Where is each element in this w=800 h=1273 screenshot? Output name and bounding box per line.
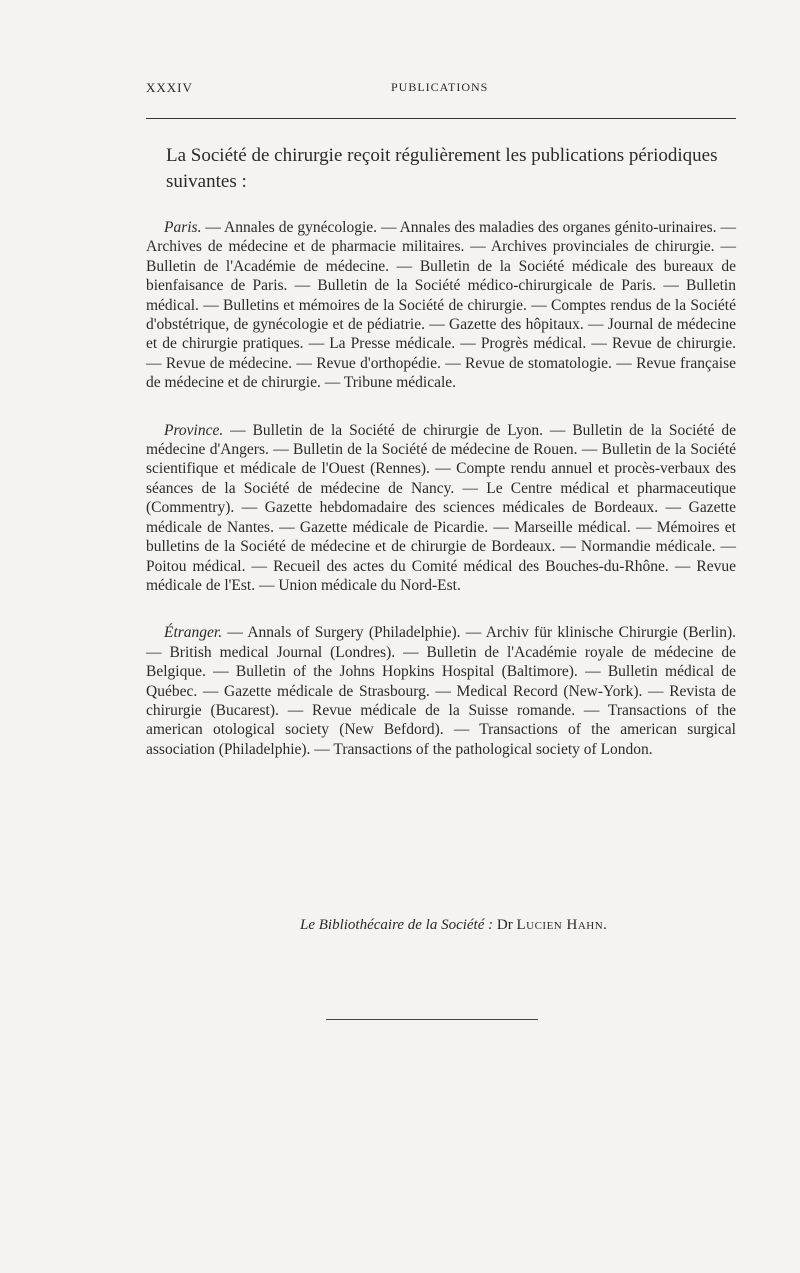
province-publications: — Bulletin de la Société de chirurgie de Lyon. — Bulletin de la Société de médecine d'Angers. — Bulletin de la Société de médecine de Rouen. — Bulletin de la Société scientifique et médicale de l'Ouest (Rennes). — Compte rendu annuel et procès-verbaux des séances de la Société de médecine de Nancy. — Le Centre médical et pharmaceutique (Commentry). — Gazette hebdomadaire des sciences médicales de Bordeaux. — Gazette médicale de Nantes. — Gazette médicale de Picardie. — Marseille médical. — Mémoires et bulletins de la Société de médecine et de chirurgie de Bordeaux. — Normandie médicale. — Poitou médical. — Recueil des actes du Comité médical des Bouches-du-Rhône. — Revue médicale de l'Est. — Union médicale du Nord-Est. xyxy=(146,421,736,594)
header-rule xyxy=(146,118,736,119)
signature xyxy=(300,917,720,934)
signature-name: Lucien Hahn. xyxy=(516,917,608,933)
end-rule xyxy=(326,1019,538,1020)
etranger-entry xyxy=(146,623,736,759)
province-entry xyxy=(146,421,736,596)
publication-list xyxy=(146,218,736,787)
etranger-heading: Étranger. xyxy=(164,624,223,642)
intro-paragraph: La Société de chirurgie reçoit régulièrement les publications périodiques suivantes : xyxy=(166,145,718,192)
etranger-publications: — Annals of Surgery (Philadelphie). — Archiv für klinische Chirurgie (Berlin). — British medical Journal (Londres). — Bulletin de l'Académie royale de médecine de Belgique. — Bulletin of the Johns Hopkins Hospital (Baltimore). — Bulletin médical de Québec. — Gazette médicale de Strasbourg. — Medical Record (New-York). — Revista de chirurgie (Bucarest). — Revue médicale de la Suisse romande. — Transactions of the american otological society (New Befdord). — Transactions of the american surgical association (Philadelphie). — Transactions of the pathological society of London. xyxy=(146,624,736,758)
paris-entry xyxy=(146,218,736,393)
running-head xyxy=(146,80,736,100)
paris-publications: — Annales de gynécologie. — Annales des maladies des organes génito-urinaires. — Archives de médecine et de pharmacie militaires. — Archives provinciales de chirurgie. — Bulletin de l'Académie de médecine. — Bulletin de la Société médicale des bureaux de bienfaisance de Paris. — Bulletin de la Société médico-chirurgicale de Paris. — Bulletin médical. — Bulletins et mémoires de la Société de chirurgie. — Comptes rendus de la Société d'obstétrique, de gynécologie et de pédiatrie. — Gazette des hôpitaux. — Journal de médecine et de chirurgie pratiques. — La Presse médicale. — Progrès médical. — Revue de chirurgie. — Revue de médecine. — Revue d'orthopédie. — Revue de stomatologie. — Revue française de médecine et de chirurgie. — Tribune médicale. xyxy=(146,219,736,392)
signature-title: Dr xyxy=(496,917,513,933)
section-title: PUBLICATIONS xyxy=(391,80,489,94)
paris-heading: Paris. xyxy=(164,219,202,236)
signature-role: Le Bibliothécaire de la Société : xyxy=(300,917,494,933)
page-number: XXXIV xyxy=(146,80,193,95)
province-heading: Province. xyxy=(164,421,224,439)
